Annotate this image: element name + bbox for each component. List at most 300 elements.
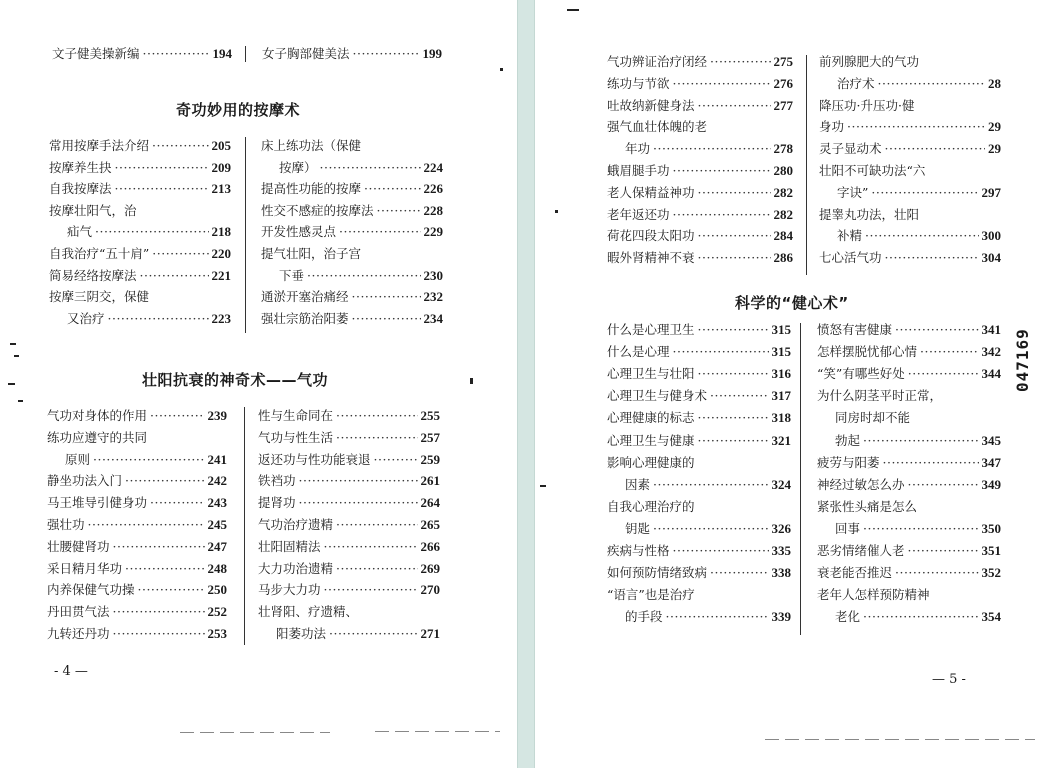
entry-page: 261 [420, 473, 440, 489]
entry-page: 351 [981, 543, 1001, 558]
entry-title: 老化 [835, 609, 861, 625]
leader-dots [863, 434, 978, 448]
leader-dots [710, 55, 770, 69]
leader-dots [88, 518, 205, 532]
leader-dots [152, 139, 208, 153]
toc-entry [607, 208, 793, 222]
leader-dots [653, 522, 768, 536]
entry-title: 开发性感灵点 [261, 224, 337, 240]
scan-speck [470, 378, 473, 384]
entry-title: 影响心理健康的 [607, 454, 695, 470]
entry-title: 身功 [819, 119, 845, 135]
toc-entry [258, 540, 440, 554]
toc-entry [49, 204, 231, 218]
toc-entry [279, 269, 443, 283]
entry-title: 前列腺肥大的气功 [819, 54, 920, 69]
section-heading: 科学的“健心术” [735, 294, 849, 312]
leader-dots [336, 409, 417, 423]
entry-title: 紧张性头痛是怎么 [817, 498, 918, 514]
toc-entry [817, 345, 1001, 359]
entry-page: 277 [773, 97, 793, 113]
leader-dots [336, 562, 417, 576]
entry-page: 271 [420, 626, 440, 641]
toc-entry [625, 522, 791, 536]
toc-entry [47, 409, 227, 423]
scan-artifact [765, 739, 1035, 740]
leader-dots [95, 225, 208, 239]
leader-dots [908, 478, 979, 492]
entry-page: 220 [211, 246, 231, 261]
entry-title: 常用按摩手法介绍 [49, 138, 150, 153]
leader-dots [673, 164, 771, 178]
leader-dots [352, 290, 421, 304]
entry-title: 提气壮阳，治子宫 [261, 246, 362, 261]
entry-title: 暇外肾精神不衰 [607, 250, 695, 266]
entry-title: 蛾眉腿手功 [607, 163, 670, 178]
entry-title: 壮阳固精法 [258, 538, 321, 554]
toc-entry [607, 566, 791, 580]
entry-title: 回事 [835, 520, 861, 536]
toc-entry [258, 496, 440, 510]
leader-dots [871, 186, 978, 200]
leader-dots [885, 142, 985, 156]
leader-dots [698, 411, 769, 425]
entry-title: 铁裆功 [258, 473, 296, 489]
entry-page: 245 [207, 517, 227, 532]
entry-page: 266 [420, 538, 440, 554]
leader-dots [374, 453, 418, 467]
entry-title: 心理健康的标志 [607, 410, 695, 426]
toc-entry [607, 323, 791, 337]
page-gutter [517, 0, 535, 768]
entry-title: “笑”有哪些好处 [817, 366, 905, 382]
entry-title: 怎样摆脱忧郁心情 [817, 344, 918, 360]
toc-entry [819, 120, 1001, 134]
scan-speck [500, 68, 503, 71]
entry-page: 345 [981, 432, 1001, 448]
toc-entry [52, 47, 232, 61]
entry-page: 347 [981, 454, 1001, 470]
entry-page: 324 [771, 476, 791, 492]
entry-title: 内养保健气功操 [47, 582, 135, 598]
entry-title: 如何预防情绪致病 [607, 565, 708, 581]
entry-page: 316 [771, 366, 791, 382]
leader-dots [324, 583, 418, 597]
entry-page: 304 [981, 250, 1001, 266]
entry-page: 209 [211, 159, 231, 175]
scan-speck [18, 400, 23, 402]
toc-entry [261, 139, 443, 153]
entry-page: 339 [771, 609, 791, 625]
entry-page: 234 [423, 310, 443, 326]
leader-dots [113, 540, 205, 554]
toc-entry [607, 588, 791, 602]
entry-title: 疾病与性格 [607, 543, 670, 558]
entry-page: 269 [420, 560, 440, 576]
entry-title: 壮肾阳、疗遗精、 [258, 604, 359, 620]
toc-entry [607, 456, 791, 470]
entry-title: 强气血壮体魄的老 [607, 119, 708, 135]
entry-title: 女子胸部健美法 [262, 46, 350, 61]
column-divider [244, 407, 245, 645]
entry-title: 九转还丹功 [47, 626, 110, 641]
toc-entry [835, 434, 1001, 448]
entry-page: 350 [981, 520, 1001, 536]
entry-title: 提肾功 [258, 495, 296, 511]
leader-dots [698, 434, 769, 448]
leader-dots [113, 627, 205, 641]
toc-entry [49, 269, 231, 283]
entry-title: 疝气 [67, 224, 93, 240]
entry-title: 按摩） [279, 159, 317, 175]
entry-page: 221 [211, 267, 231, 283]
entry-title: 大力功治遗精 [258, 560, 334, 576]
leader-dots [115, 182, 209, 196]
toc-entry [47, 518, 227, 532]
leader-dots [698, 186, 771, 200]
entry-page: 253 [207, 626, 227, 641]
entry-page: 29 [988, 119, 1001, 135]
leader-dots [673, 345, 769, 359]
entry-title: 勃起 [835, 432, 861, 448]
leader-dots [847, 120, 985, 134]
entry-page: 243 [207, 495, 227, 511]
leader-dots [150, 409, 204, 423]
entry-title: 心理卫生与健身术 [607, 388, 708, 404]
toc-entry [47, 583, 227, 597]
entry-title: 按摩养生抉 [49, 159, 112, 175]
leader-dots [336, 518, 417, 532]
entry-page: 282 [773, 184, 793, 200]
entry-page: 352 [981, 565, 1001, 581]
leader-dots [113, 605, 205, 619]
entry-title: 年功 [625, 141, 651, 157]
entry-title: 按摩壮阳气，治 [49, 202, 137, 218]
leader-dots [93, 453, 204, 467]
entry-page: 286 [773, 250, 793, 266]
toc-entry [817, 544, 1001, 558]
scan-speck [555, 210, 558, 213]
entry-title: 气功对身体的作用 [47, 408, 148, 423]
toc-entry [607, 345, 791, 359]
entry-title: 床上练功法（保健 [261, 138, 362, 153]
toc-entry [49, 161, 231, 175]
entry-page: 255 [420, 408, 440, 423]
toc-entry [47, 605, 227, 619]
toc-entry [607, 500, 791, 514]
entry-title: 静坐功法入门 [47, 473, 123, 489]
entry-title: 同房时却不能 [835, 410, 911, 426]
toc-entry [607, 99, 793, 113]
entry-title: 老年返还功 [607, 206, 670, 222]
toc-entry [47, 627, 227, 641]
toc-entry [819, 251, 1001, 265]
leader-dots [698, 367, 769, 381]
leader-dots [143, 47, 210, 61]
toc-entry [47, 431, 227, 445]
entry-title: 治疗术 [837, 75, 875, 91]
toc-entry [49, 247, 231, 261]
toc-entry [837, 77, 1001, 91]
leader-dots [865, 229, 978, 243]
toc-entry [817, 367, 1001, 381]
toc-entry [817, 566, 1001, 580]
leader-dots [698, 251, 771, 265]
toc-entry [261, 312, 443, 326]
entry-page: 297 [981, 184, 1001, 200]
leader-dots [710, 566, 768, 580]
toc-entry [258, 453, 440, 467]
leader-dots [329, 627, 417, 641]
entry-page: 213 [211, 181, 231, 197]
leader-dots [152, 247, 208, 261]
entry-title: 气功治疗遗精 [258, 517, 334, 532]
entry-page: 264 [420, 495, 440, 511]
entry-page: 194 [212, 46, 232, 61]
toc-entry [607, 120, 793, 134]
toc-entry [607, 186, 793, 200]
entry-page: 241 [207, 451, 227, 467]
entry-title: 神经过敏怎么办 [817, 476, 905, 492]
entry-title: 因素 [625, 476, 651, 492]
entry-page: 342 [981, 344, 1001, 360]
toc-entry [625, 610, 791, 624]
entry-page: 247 [207, 538, 227, 554]
leader-dots [339, 225, 420, 239]
entry-page: 315 [771, 344, 791, 360]
toc-entry [261, 247, 443, 261]
entry-title: 愤怒有害健康 [817, 322, 893, 337]
entry-title: 的手段 [625, 609, 663, 625]
entry-page: 326 [771, 520, 791, 536]
column-divider [806, 55, 807, 275]
column-divider [245, 137, 246, 333]
entry-title: 心理卫生与壮阳 [607, 366, 695, 382]
entry-page: 257 [420, 429, 440, 445]
entry-title: 降压功·升压功·健 [819, 97, 915, 113]
toc-entry [49, 139, 231, 153]
entry-title: 壮阳不可缺功法“六 [819, 163, 926, 178]
entry-title: 气功辨证治疗闭经 [607, 54, 708, 69]
toc-entry [835, 411, 1001, 425]
leader-dots [364, 182, 420, 196]
entry-page: 226 [423, 181, 443, 197]
entry-title: 返还功与性功能衰退 [258, 451, 371, 467]
column-divider [800, 323, 801, 635]
toc-entry [47, 496, 227, 510]
entry-page: 321 [771, 432, 791, 448]
leader-dots [895, 566, 978, 580]
entry-title: 阳萎功法 [276, 626, 327, 641]
entry-title: 马王堆导引健身功 [47, 495, 148, 511]
toc-entry [67, 312, 231, 326]
leader-dots [920, 345, 978, 359]
leader-dots [863, 522, 978, 536]
entry-title: 强壮功 [47, 517, 85, 532]
toc-entry [819, 164, 1001, 178]
toc-entry [607, 55, 793, 69]
toc-entry [261, 182, 443, 196]
leader-dots [666, 610, 769, 624]
page-number: — 5 - [932, 672, 966, 687]
entry-title: 马步大力功 [258, 582, 321, 598]
toc-entry [607, 77, 793, 91]
entry-title: 下垂 [279, 267, 305, 283]
column-divider [245, 46, 246, 62]
leader-dots [336, 431, 417, 445]
leader-dots [885, 251, 979, 265]
entry-page: 224 [423, 159, 443, 175]
entry-title: 疲劳与阳萎 [817, 454, 880, 470]
toc-entry [607, 164, 793, 178]
entry-page: 315 [771, 322, 791, 337]
entry-page: 232 [423, 289, 443, 305]
archive-stamp: 047169 [1013, 328, 1032, 392]
toc-entry [607, 544, 791, 558]
entry-page: 242 [207, 473, 227, 489]
leader-dots [698, 323, 769, 337]
entry-title: 采日精月华功 [47, 560, 123, 576]
entry-title: 灵子显动术 [819, 141, 882, 157]
entry-page: 341 [981, 322, 1001, 337]
entry-title: 壮腰健肾功 [47, 538, 110, 554]
leader-dots [125, 562, 204, 576]
entry-title: 什么是心理 [607, 344, 670, 360]
scan-artifact [375, 731, 500, 732]
entry-page: 223 [211, 310, 231, 326]
entry-title: 性交不感症的按摩法 [261, 202, 374, 218]
entry-title: 补精 [837, 228, 863, 244]
entry-page: 270 [420, 582, 440, 598]
entry-title: 气功与性生活 [258, 429, 334, 445]
scan-speck [8, 383, 15, 385]
entry-title: 心理卫生与健康 [607, 432, 695, 448]
toc-entry [258, 583, 440, 597]
entry-title: 练功应遵守的共同 [47, 429, 148, 445]
entry-title: 老年人怎样预防精神 [817, 587, 930, 603]
leader-dots [299, 474, 418, 488]
toc-entry [65, 453, 227, 467]
toc-entry [837, 186, 1001, 200]
toc-entry [258, 474, 440, 488]
leader-dots [653, 142, 770, 156]
toc-entry [49, 290, 231, 304]
toc-entry [258, 562, 440, 576]
scan-speck [14, 355, 19, 357]
entry-page: 276 [773, 75, 793, 91]
left-page [0, 0, 517, 768]
leader-dots [299, 496, 418, 510]
leader-dots [673, 208, 771, 222]
toc-entry [625, 478, 791, 492]
entry-page: 218 [211, 224, 231, 240]
entry-title: “语言”也是治疗 [607, 587, 695, 603]
leader-dots [895, 323, 978, 337]
leader-dots [863, 610, 978, 624]
toc-entry [607, 229, 793, 243]
toc-entry [47, 474, 227, 488]
scan-speck [540, 485, 546, 487]
entry-page: 300 [981, 228, 1001, 244]
entry-title: 原则 [65, 451, 91, 467]
entry-page: 282 [773, 206, 793, 222]
entry-page: 250 [207, 582, 227, 598]
toc-entry [261, 204, 443, 218]
leader-dots [698, 229, 771, 243]
toc-entry [258, 409, 440, 423]
entry-title: 自我治疗“五十肩” [49, 246, 150, 261]
toc-entry [625, 142, 793, 156]
toc-entry [276, 627, 440, 641]
entry-title: 又治疗 [67, 310, 105, 326]
entry-page: 265 [420, 517, 440, 532]
entry-title: 老人保精益神功 [607, 184, 695, 200]
toc-entry [258, 605, 440, 619]
leader-dots [673, 77, 771, 91]
entry-title: 字诀” [837, 184, 869, 200]
leader-dots [883, 456, 979, 470]
page-number: - 4 — [54, 664, 88, 679]
entry-title: 自我心理治疗的 [607, 498, 695, 514]
leader-dots [710, 389, 768, 403]
leader-dots [908, 544, 979, 558]
leader-dots [673, 544, 769, 558]
leader-dots [125, 474, 204, 488]
entry-title: 按摩三阴交，保健 [49, 289, 150, 305]
entry-page: 229 [423, 224, 443, 240]
entry-title: 强壮宗筋治阳萎 [261, 310, 349, 326]
entry-title: 丹田贯气法 [47, 604, 110, 620]
entry-page: 259 [420, 451, 440, 467]
section-heading: 奇功妙用的按摩术 [176, 101, 301, 119]
right-page [535, 0, 1052, 768]
leader-dots [150, 496, 204, 510]
toc-entry [817, 456, 1001, 470]
toc-entry [279, 161, 443, 175]
toc-entry [607, 367, 791, 381]
entry-title: 吐故纳新健身法 [607, 97, 695, 113]
entry-title: 钥匙 [625, 520, 651, 536]
entry-page: 280 [773, 163, 793, 178]
entry-title: 荷花四段太阳功 [607, 228, 695, 244]
toc-entry [607, 389, 791, 403]
toc-entry [261, 290, 443, 304]
entry-page: 205 [211, 138, 231, 153]
entry-page: 349 [981, 476, 1001, 492]
toc-entry [47, 562, 227, 576]
entry-title: 简易经络按摩法 [49, 267, 137, 283]
entry-page: 199 [422, 46, 442, 61]
toc-entry [49, 182, 231, 196]
toc-entry [817, 478, 1001, 492]
toc-entry [817, 588, 1001, 602]
toc-entry [607, 411, 791, 425]
entry-page: 228 [423, 202, 443, 218]
entry-page: 318 [771, 410, 791, 426]
entry-page: 275 [773, 54, 793, 69]
entry-title: 自我按摩法 [49, 181, 112, 197]
entry-title: 提高性功能的按摩 [261, 181, 362, 197]
toc-entry [819, 208, 1001, 222]
toc-entry [607, 434, 791, 448]
entry-title: 七心活气功 [819, 250, 882, 266]
entry-page: 344 [981, 366, 1001, 382]
toc-entry [835, 522, 1001, 536]
entry-page: 29 [988, 141, 1001, 157]
toc-entry [47, 540, 227, 554]
leader-dots [698, 99, 771, 113]
toc-entry [817, 323, 1001, 337]
